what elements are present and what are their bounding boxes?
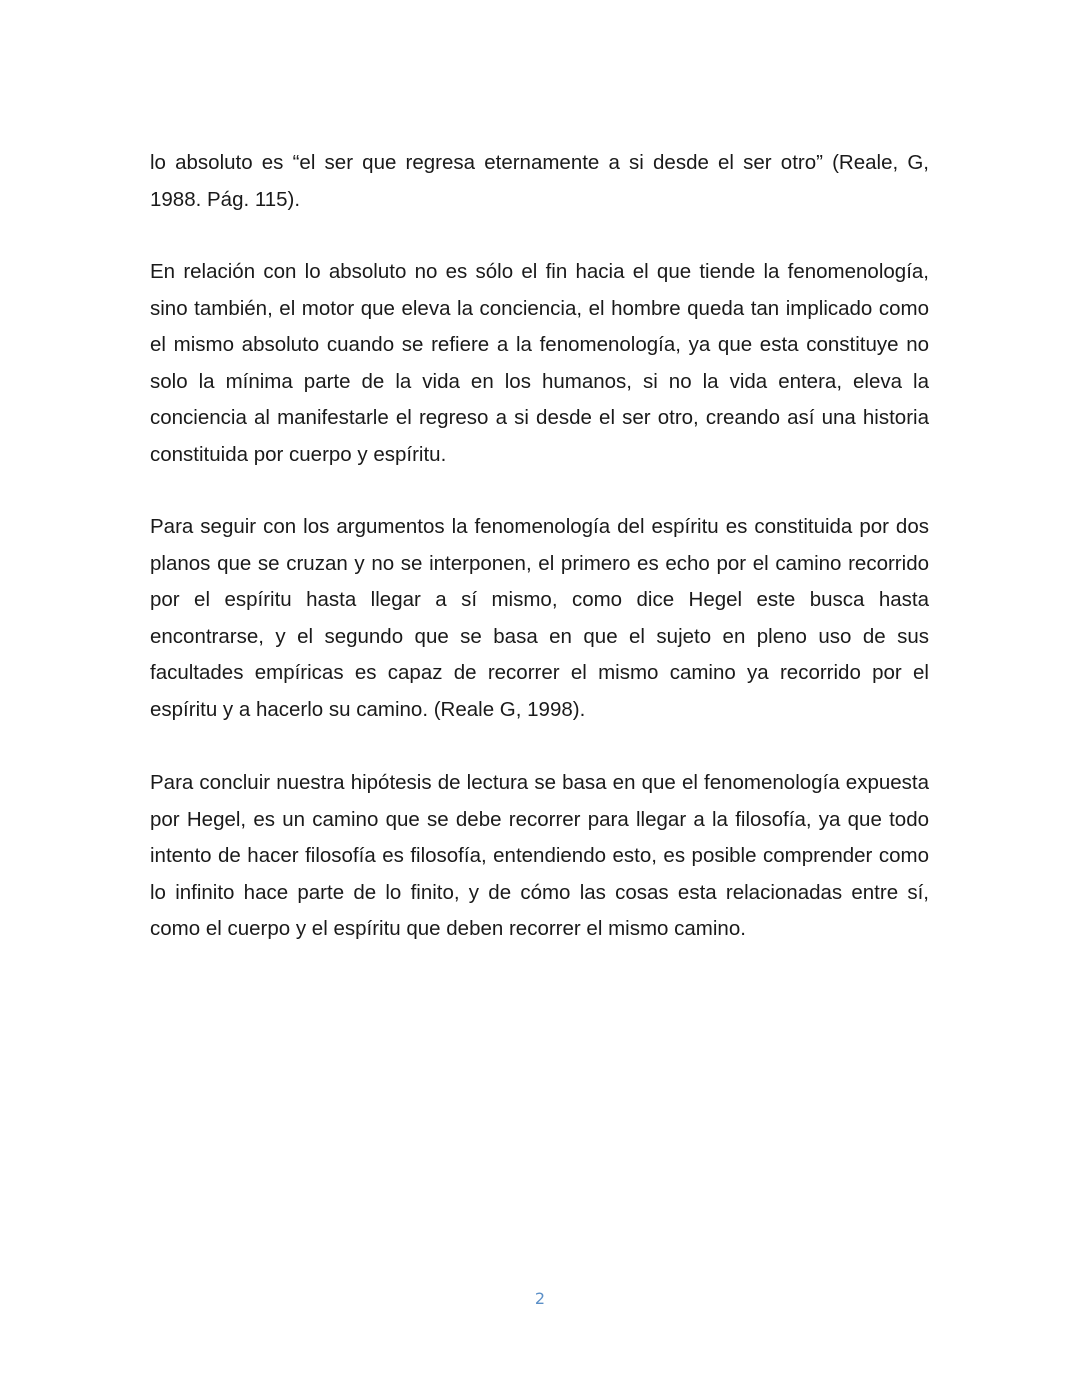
paragraph-1: lo absoluto es “el ser que regresa eternamente a si desde el ser otro” (Reale, G, 1988. Pág. 115). — [150, 151, 929, 211]
paragraph-2: En relación con lo absoluto no es sólo el fin hacia el que tiende la fenomenología, sino también, el motor que eleva la conciencia, el hombre queda tan implicado como el mismo absoluto cuando se refiere a la fenomenología, ya que esta constituye no solo la mínima parte de la vida en los humanos, si no la vida entera, eleva la conciencia al manifestarle el regreso a si desde el ser otro, creando así una historia constituida por cuerpo y espíritu. — [150, 260, 929, 466]
paragraph-3: Para seguir con los argumentos la fenomenología del espíritu es constituida por dos planos que se cruzan y no se interponen, el primero es echo por el camino recorrido por el espíritu hasta llegar a sí mismo, como dice Hegel este busca hasta encontrarse, y el segundo que se basa en que el sujeto en pleno uso de sus facultades empíricas es capaz de recorrer el mismo camino ya recorrido por el espíritu y a hacerlo su camino. (Reale G, 1998). — [150, 515, 929, 721]
page-number: 2 — [534, 1289, 546, 1308]
paragraph-4: Para concluir nuestra hipótesis de lectura se basa en que el fenomenología expuesta por Hegel, es un camino que se debe recorrer para llegar a la filosofía, ya que todo intento de hacer filosofía es filosofía, entendiendo esto, es posible comprender como lo infinito hace parte de lo finito, y de cómo las cosas esta relacionadas entre sí, como el cuerpo y el espíritu que deben recorrer el mismo camino. — [150, 771, 929, 941]
